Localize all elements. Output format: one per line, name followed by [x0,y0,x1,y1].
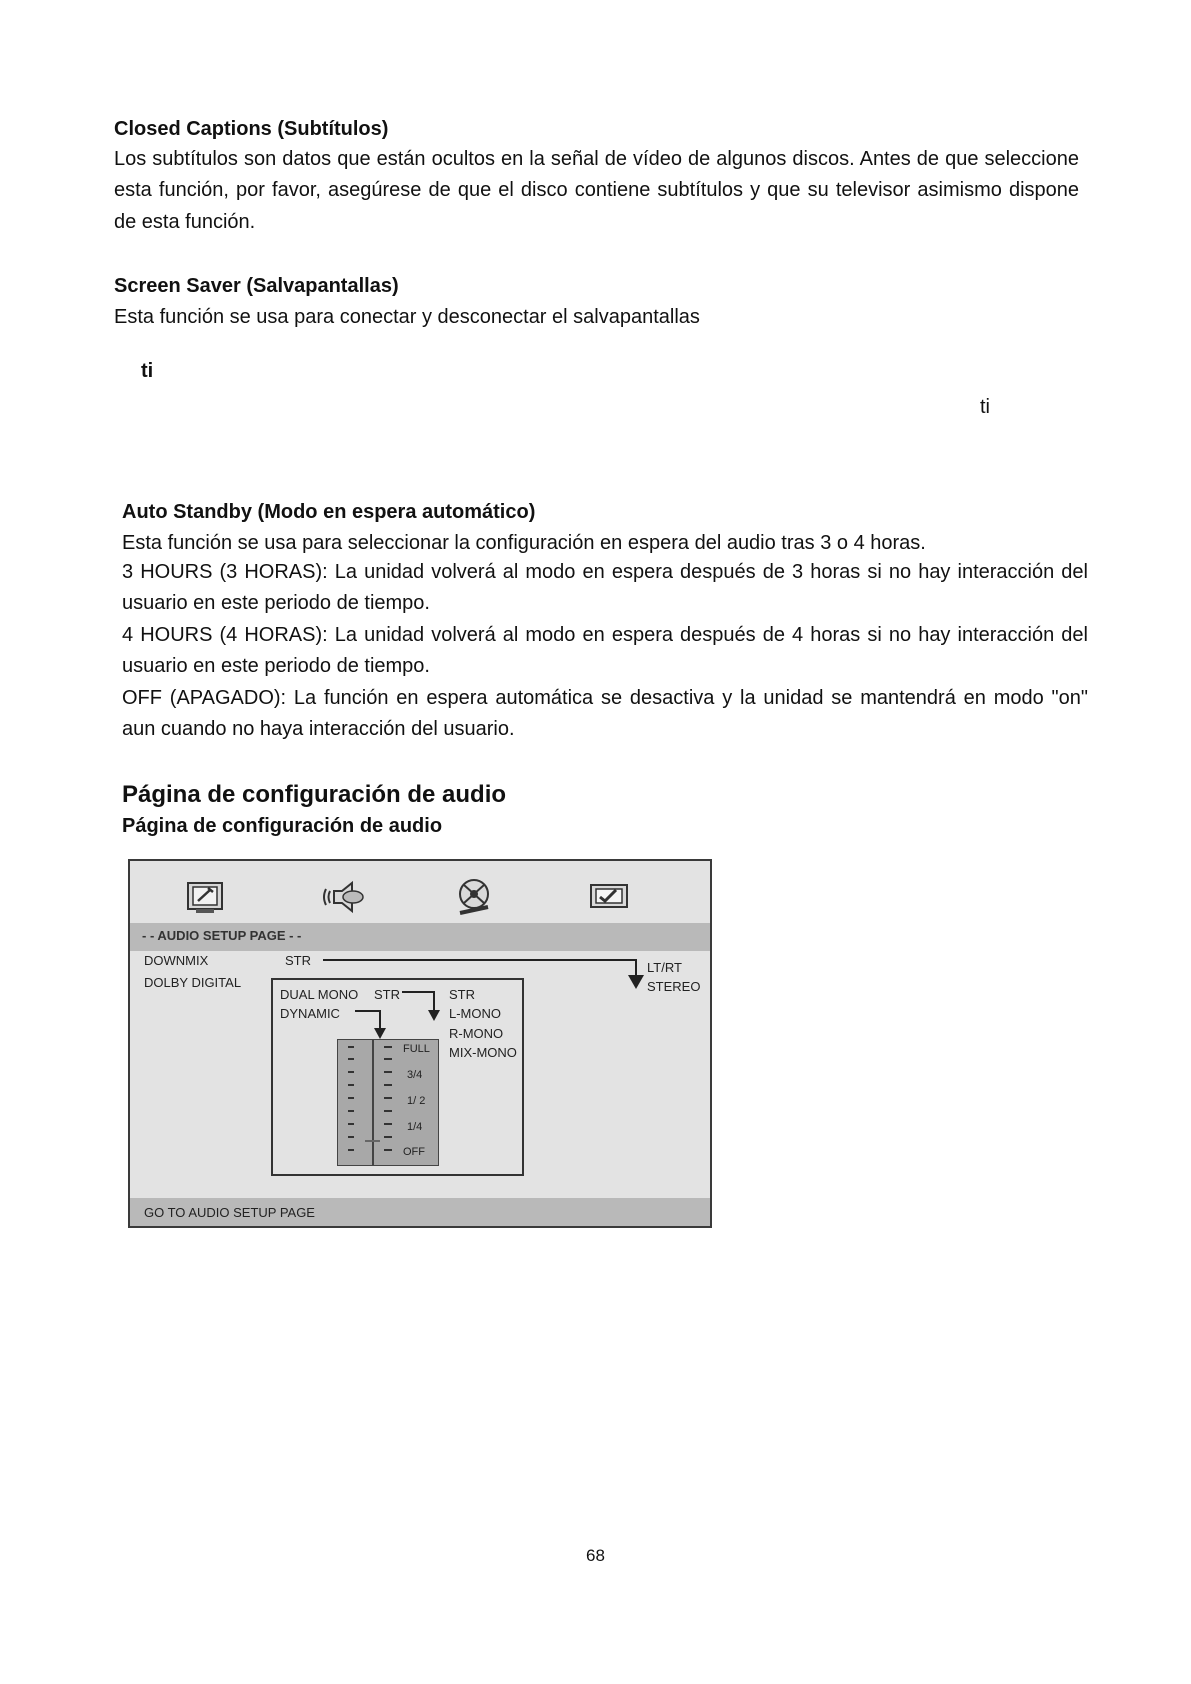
dynamic-label[interactable]: DYNAMIC [280,1006,340,1021]
audio-page-title: Página de configuración de audio [122,781,507,808]
stray-text-a: ti [141,360,154,382]
dual-mono-value[interactable]: STR [374,987,400,1002]
dual-mono-label[interactable]: DUAL MONO [280,987,359,1002]
dual-mono-option-rmono[interactable]: R-MONO [449,1026,504,1041]
page-number: 68 [586,1546,605,1565]
dynamic-level-three-quarter[interactable]: 3/4 [407,1069,423,1081]
downmix-option-stereo[interactable]: STEREO [647,979,701,994]
screen-saver-heading: Screen Saver (Salvapantallas) [114,275,399,297]
auto-standby-off: OFF (APAGADO): La función en espera automática se desactiva y la unidad se mantendrá en modo "on" aun cuando no haya interacción del usuario. [122,687,1088,741]
audio-page-subtitle: Página de configuración de audio [122,815,443,837]
dynamic-level-off[interactable]: OFF [403,1146,425,1158]
dual-mono-option-mixmono[interactable]: MIX-MONO [449,1045,517,1060]
stray-text-b: ti [980,396,990,418]
downmix-value[interactable]: STR [285,953,311,968]
dynamic-level-half[interactable]: 1/ 2 [407,1095,426,1107]
auto-standby-heading: Auto Standby (Modo en espera automático) [122,501,536,523]
dynamic-level-full[interactable]: FULL [403,1043,430,1055]
screen-saver-body: Esta función se usa para conectar y desconectar el salvapantallas [114,306,700,328]
auto-standby-three-hours: 3 HOURS (3 HORAS): La unidad volverá al modo en espera después de 3 horas si no hay interacción del usuario en este periodo de tiempo. [122,561,1088,615]
dual-mono-option-lmono[interactable]: L-MONO [449,1006,501,1021]
downmix-option-ltrt[interactable]: LT/RT [647,960,682,975]
auto-standby-four-hours: 4 HOURS (4 HORAS): La unidad volverá al modo en espera después de 4 horas si no hay interacción del usuario en este periodo de tiempo. [122,624,1088,678]
dolby-digital-label[interactable]: DOLBY DIGITAL [144,975,242,990]
downmix-label[interactable]: DOWNMIX [144,953,209,968]
closed-captions-heading: Closed Captions (Subtítulos) [114,118,389,140]
closed-captions-body: Los subtítulos son datos que están ocultos en la señal de vídeo de algunos discos. Antes de que seleccione esta función, por favor, asegúrese de que el disco contiene subtítulos y que su televisor asimismo dispone de esta función. [114,148,1079,233]
dual-mono-option-str[interactable]: STR [449,987,475,1002]
audio-setup-menu-screenshot [128,859,712,1228]
menu-connector-arrows [130,861,710,1226]
dynamic-level-quarter[interactable]: 1/4 [407,1121,423,1133]
auto-standby-intro: Esta función se usa para seleccionar la configuración en espera del audio tras 3 o 4 horas. [122,532,926,554]
menu-footer: GO TO AUDIO SETUP PAGE [144,1205,315,1220]
menu-header: - - AUDIO SETUP PAGE - - [142,928,302,943]
